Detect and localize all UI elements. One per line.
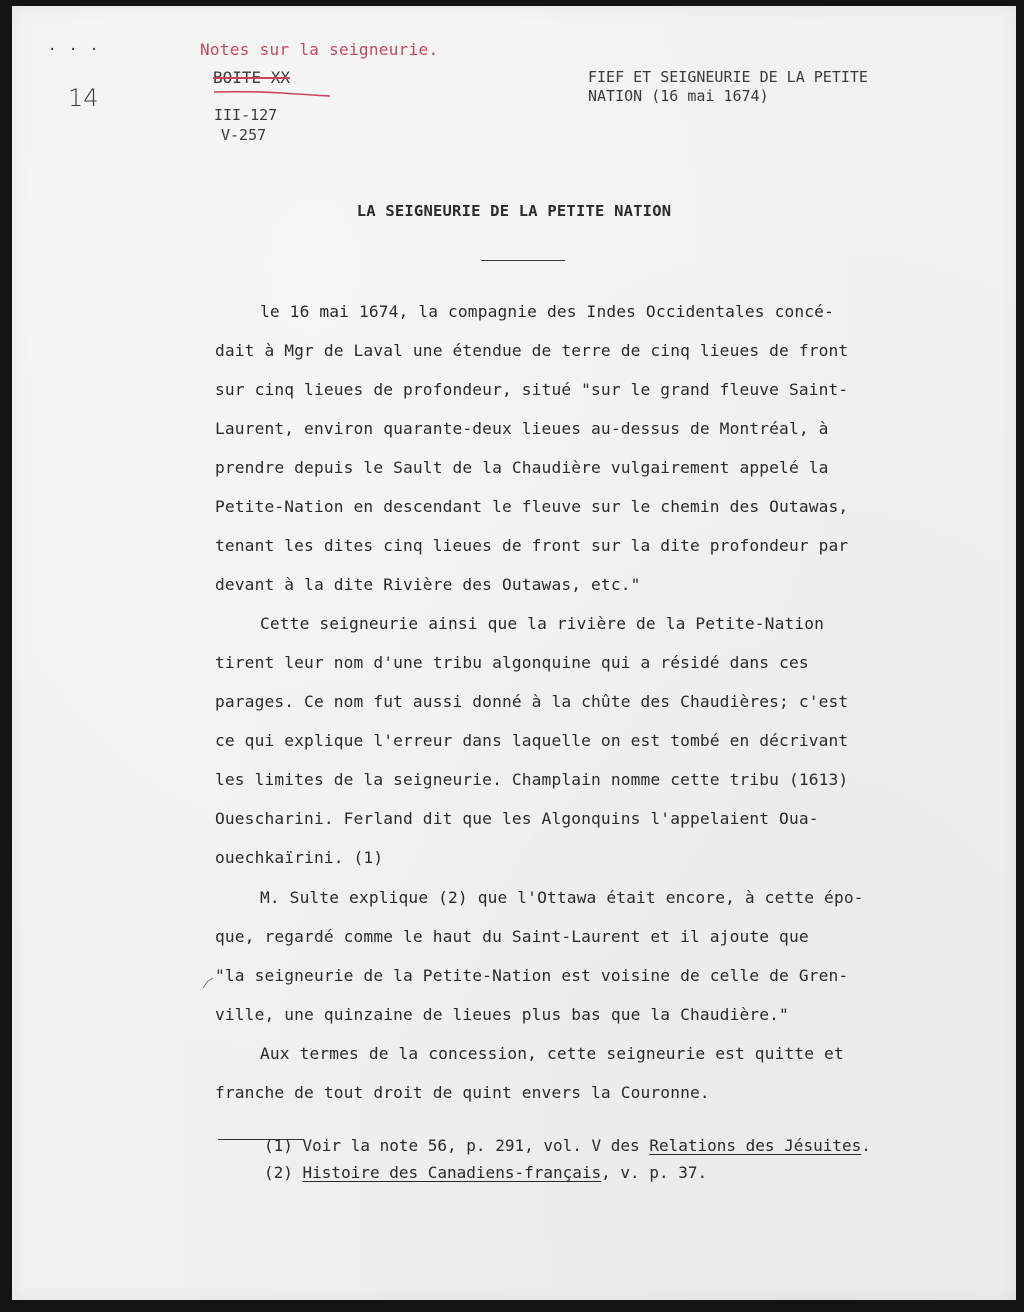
box-label: BOITE XX [213, 68, 291, 87]
pencil-tick-mark [202, 976, 214, 990]
footnote-2-text: (2) [264, 1163, 303, 1182]
footnote-1-text: (1) Voir la note 56, p. 291, vol. V des [264, 1136, 650, 1155]
body-line: sur cinq lieues de profondeur, situé "sur le grand fleuve Saint- [215, 380, 849, 399]
red-underline-mark [212, 89, 332, 99]
page-number: 14 [68, 84, 99, 112]
header-line-1: FIEF ET SEIGNEURIE DE LA PETITE [588, 68, 868, 86]
footnote-2 [264, 1163, 707, 1182]
body-line: Ouescharini. Ferland dit que les Algonquins l'appelaient Oua- [215, 809, 819, 828]
document-title: LA SEIGNEURIE DE LA PETITE NATION [356, 202, 672, 220]
body-line: tenant les dites cinq lieues de front sur la dite profondeur par [215, 536, 849, 555]
body-line: le 16 mai 1674, la compagnie des Indes Occidentales concé- [260, 302, 834, 321]
body-line: devant à la dite Rivière des Outawas, etc." [215, 575, 641, 594]
corner-dots: · · · [48, 42, 101, 58]
footnote-1-title: Relations des Jésuites [649, 1136, 862, 1155]
body-line: tirent leur nom d'une tribu algonquine qui a résidé dans ces [215, 653, 809, 672]
body-line: franche de tout droit de quint envers la Couronne. [215, 1083, 710, 1102]
body-line: ce qui explique l'erreur dans laquelle on est tombé en décrivant [215, 731, 849, 750]
body-line: que, regardé comme le haut du Saint-Laurent et il ajoute que [215, 927, 809, 946]
body-line: Laurent, environ quarante-deux lieues au-dessus de Montréal, à [215, 419, 829, 438]
archive-reference-2: V-257 [221, 126, 267, 144]
document-header [588, 68, 868, 106]
body-line: les limites de la seigneurie. Champlain nomme cette tribu (1613) [215, 770, 849, 789]
body-line: prendre depuis le Sault de la Chaudière vulgairement appelé la [215, 458, 829, 477]
footnote-2-title: Histoire des Canadiens-français [302, 1163, 602, 1182]
body-line: Cette seigneurie ainsi que la rivière de la Petite-Nation [260, 614, 825, 633]
body-line: parages. Ce nom fut aussi donné à la chûte des Chaudières; c'est [215, 692, 849, 711]
archive-reference-1: III-127 [214, 106, 278, 124]
footnote-1-end: . [861, 1136, 871, 1155]
body-line: Petite-Nation en descendant le fleuve sur le chemin des Outawas, [215, 497, 849, 516]
body-line: dait à Mgr de Laval une étendue de terre de cinq lieues de front [215, 341, 849, 360]
body-line: ville, une quinzaine de lieues plus bas que la Chaudière." [215, 1005, 789, 1024]
red-pencil-note: Notes sur la seigneurie. [200, 40, 439, 59]
title-rule [481, 260, 565, 261]
body-line: "la seigneurie de la Petite-Nation est voisine de celle de Gren- [215, 966, 849, 985]
footnote-2-end: , v. p. 37. [601, 1163, 708, 1182]
document-page [12, 6, 1016, 1300]
header-line-2: NATION (16 mai 1674) [588, 87, 769, 105]
body-line: Aux termes de la concession, cette seigneurie est quitte et [260, 1044, 844, 1063]
body-line: ouechkaïrini. (1) [215, 848, 384, 867]
body-line: M. Sulte explique (2) que l'Ottawa était encore, à cette épo- [260, 888, 864, 907]
footnote-1 [264, 1136, 871, 1155]
